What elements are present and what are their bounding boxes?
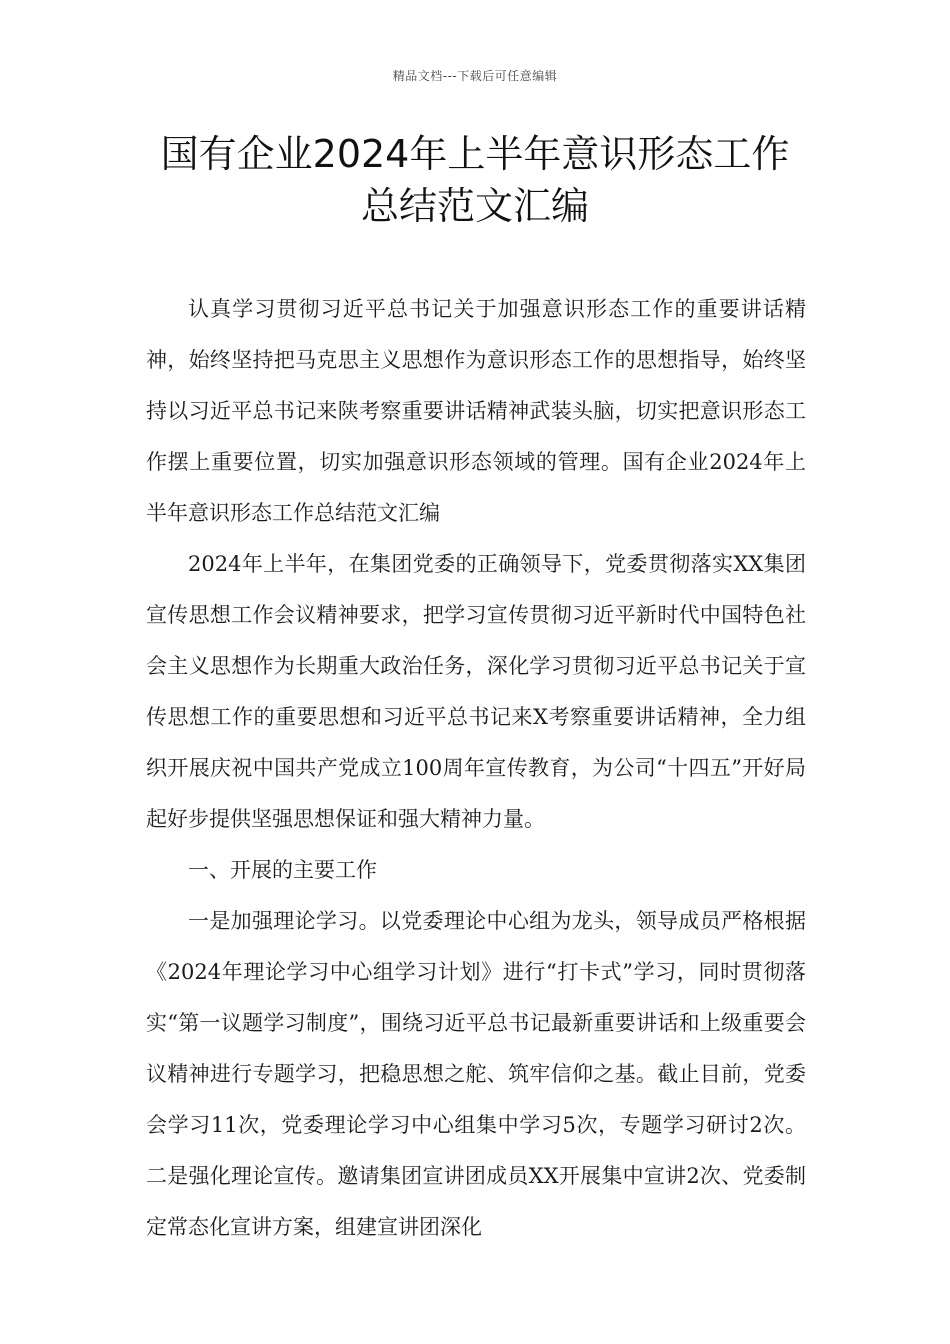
paragraph-theory-study: 一是加强理论学习。以党委理论中心组为龙头，领导成员严格根据《2024年理论学习中心组学习计划》进行“打卡式”学习，同时贯彻落实“第一议题学习制度”，围绕习近平总书记最新重要讲话和上级重要会议精神进行专题学习，把稳思想之舵、筑牢信仰之基。截止目前，党委会学习11次，党委理论学习中心组集中学习5次，专题学习研讨2次。二是强化理论宣传。邀请集团宣讲团成员XX开展集中宣讲2次、党委制定常态化宣讲方案，组建宣讲团深化	[146, 909, 806, 1239]
paragraph-summary: 2024年上半年，在集团党委的正确领导下，党委贯彻落实XX集团宣传思想工作会议精神要求，把学习宣传贯彻习近平新时代中国特色社会主义思想作为长期重大政治任务，深化学习贯彻习近平总书记关于宣传思想工作的重要思想和习近平总书记来X考察重要讲话精神，全力组织开展庆祝中国共产党成立100周年宣传教育，为公司“十四五”开好局起好步提供坚强思想保证和强大精神力量。	[146, 552, 806, 831]
paragraph-intro: 认真学习贯彻习近平总书记关于加强意识形态工作的重要讲话精神，始终坚持把马克思主义思想作为意识形态工作的思想指导，始终坚持以习近平总书记来陕考察重要讲话精神武装头脑，切实把意识形态工作摆上重要位置，切实加强意识形态领域的管理。国有企业2024年上半年意识形态工作总结范文汇编	[146, 297, 806, 525]
title-line-1: 国有企业2024年上半年意识形态工作	[160, 132, 790, 176]
document-title	[80, 128, 870, 232]
title-line-2: 总结范文汇编	[360, 184, 589, 228]
document-body	[146, 284, 806, 1253]
section-heading: 一、开展的主要工作	[188, 858, 377, 882]
header-note: 精品文档---下载后可任意编辑	[392, 69, 558, 83]
